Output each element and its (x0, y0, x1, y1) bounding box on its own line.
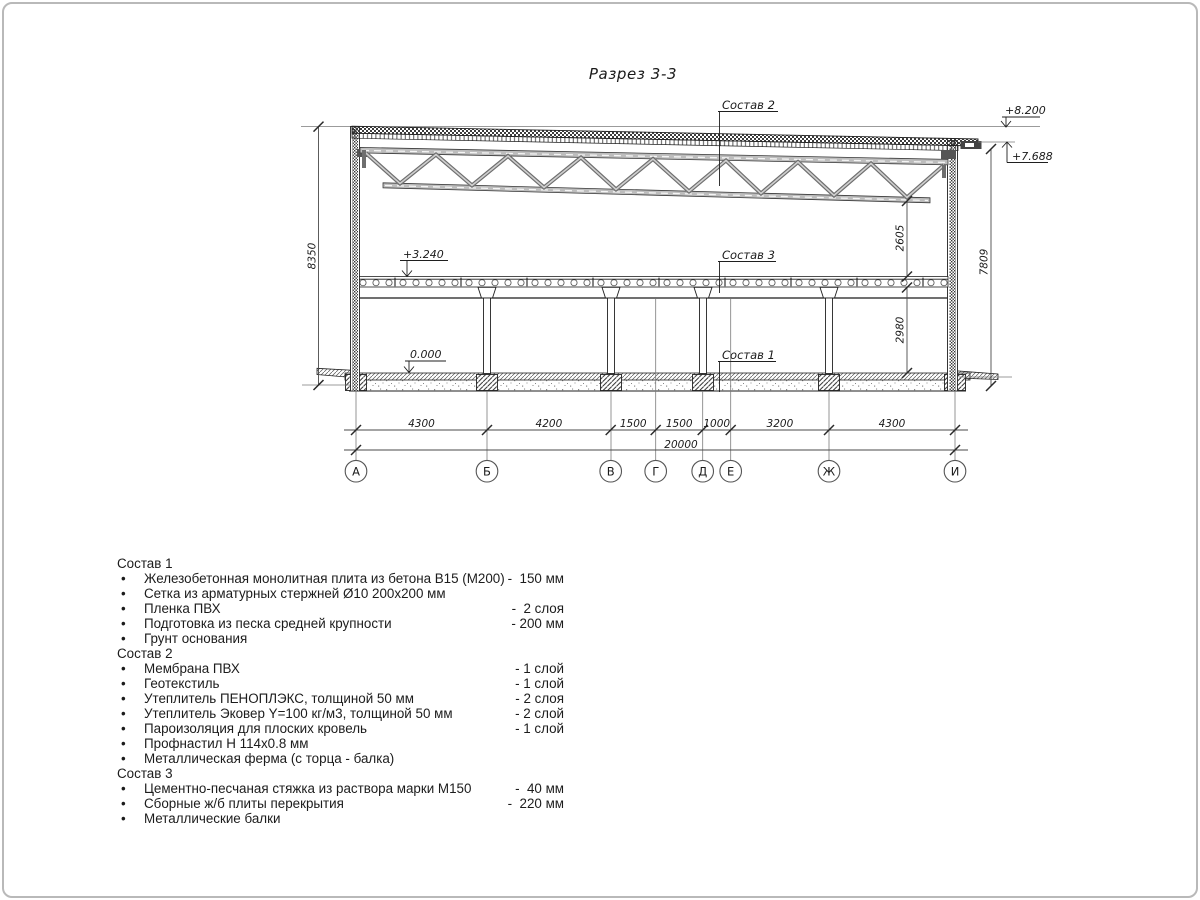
spec-item-name: Мембрана ПВХ (144, 661, 240, 676)
axis-letter-7: Ж (822, 464, 836, 479)
dim-segment-3: 1500 (619, 418, 647, 430)
bullet-icon: • (121, 586, 126, 601)
elevation-mark-ground (404, 348, 446, 373)
list-item (112, 706, 564, 721)
spec-section-3 (112, 766, 564, 826)
spec-section-2 (112, 646, 564, 766)
spec-item-value: - 1 слой (515, 661, 564, 676)
list-item (112, 676, 564, 691)
spec-item-name: Пленка ПВХ (144, 601, 221, 616)
dim-height-right (959, 144, 1012, 391)
column-capital (694, 287, 712, 298)
spec-item-name: Грунт основания (144, 631, 248, 646)
dim-7809: 7809 (978, 248, 991, 276)
list-item (112, 616, 564, 631)
dim-segment-5: 1000 (703, 418, 731, 430)
truss-bearing-right (941, 150, 956, 159)
spec-item-value: - 2 слой (515, 706, 564, 721)
axis-letter-2: Б (483, 464, 491, 479)
bullet-icon: • (121, 781, 126, 796)
column-capital (478, 287, 496, 298)
column-capital (820, 287, 838, 298)
list-item (112, 811, 564, 826)
column (700, 298, 707, 374)
spec-item-value: - 220 мм (507, 796, 564, 811)
bullet-icon: • (121, 751, 126, 766)
dim-storey-clear (895, 283, 913, 379)
roof-truss (357, 147, 956, 202)
dim-truss-clear (895, 196, 913, 282)
label-sostav-2: Состав 2 (722, 98, 775, 112)
elevation-mark-roof (1001, 104, 1046, 127)
spec-item-name: Утеплитель ПЕНОПЛЭКС, толщиной 50 мм (144, 691, 414, 706)
spec-item-name: Профнастил Н 114x0.8 мм (144, 736, 309, 751)
elevation-ground-value: 0.000 (410, 348, 442, 361)
elevation-mark-floor (400, 248, 448, 277)
column (608, 298, 615, 374)
column (826, 298, 833, 374)
bullet-icon: • (121, 706, 126, 721)
spec-item-value: - 2 слоя (515, 691, 564, 706)
bullet-icon: • (121, 601, 126, 616)
ground-slab (317, 368, 998, 391)
list-item (112, 781, 564, 796)
axis-bubbles (345, 460, 966, 482)
drawing-title: Разрез 3-3 (588, 65, 678, 83)
bullet-icon: • (121, 571, 126, 586)
bullet-icon: • (121, 796, 126, 811)
dim-2605: 2605 (894, 224, 907, 252)
spec-item-value: - 2 слоя (511, 601, 564, 616)
dim-8350: 8350 (306, 242, 319, 270)
spec-item-name: Подготовка из песка средней крупности (144, 616, 392, 631)
axis-letter-5: Д (698, 464, 708, 479)
spec-item-value: - 40 мм (515, 781, 564, 796)
spec-heading: Состав 1 (117, 556, 173, 571)
spec-item-name: Цементно-песчаная стяжка из раствора марки М150 (144, 781, 472, 796)
axis-letter-6: Е (727, 464, 735, 479)
list-item (112, 796, 564, 811)
spec-heading: Состав 3 (117, 766, 173, 781)
elevation-mark-truss (978, 142, 1053, 163)
bullet-icon: • (121, 676, 126, 691)
bullet-icon: • (121, 736, 126, 751)
spec-heading: Состав 2 (117, 646, 173, 661)
dim-segment-1: 4300 (408, 418, 435, 430)
right-wall (948, 141, 958, 392)
dim-total: 20000 (664, 438, 698, 451)
list-item (112, 601, 564, 616)
bullet-icon: • (121, 661, 126, 676)
label-sostav-3: Состав 3 (722, 248, 775, 262)
column (484, 298, 491, 374)
label-sostav-1: Состав 1 (722, 348, 775, 362)
list-item (112, 721, 564, 736)
axis-letter-8: И (950, 464, 960, 479)
axis-letter-4: Г (652, 464, 660, 479)
dim-height-left (302, 122, 350, 390)
elevation-roof-value: +8.200 (1005, 104, 1046, 117)
list-item (112, 751, 564, 766)
dim-segment-6: 3200 (766, 418, 794, 430)
spec-section-1 (112, 556, 564, 646)
list-item (112, 586, 564, 601)
elevation-truss-value: +7.688 (1012, 150, 1053, 163)
spec-item-name: Пароизоляция для плоских кровель (144, 721, 367, 736)
list-item (112, 631, 564, 646)
dim-segment-4: 1500 (665, 418, 693, 430)
left-wall (351, 127, 360, 392)
spec-item-name: Металлические балки (144, 811, 281, 826)
spec-item-name: Металлическая ферма (с торца - балка) (144, 751, 395, 766)
floor-slab (360, 277, 949, 299)
list-item (112, 736, 564, 751)
list-item (112, 571, 564, 586)
bullet-icon: • (121, 811, 126, 826)
elevation-floor-value: +3.240 (403, 248, 444, 261)
dim-2980: 2980 (894, 316, 907, 344)
columns (478, 287, 838, 373)
bullet-icon: • (121, 631, 126, 646)
list-item (112, 661, 564, 676)
dim-segment-7: 4300 (878, 418, 906, 430)
spec-item-value: - 1 слой (515, 721, 564, 736)
axis-letter-3: В (606, 464, 615, 479)
composition-specs (112, 556, 564, 826)
spec-item-value: - 1 слой (515, 676, 564, 691)
dim-segment-2: 4200 (535, 418, 563, 430)
spec-item-name: Утеплитель Эковер Y=100 кг/м3, толщиной 50 мм (144, 706, 453, 721)
spec-item-name: Сборные ж/б плиты перекрытия (144, 796, 344, 811)
spec-item-name: Железобетонная монолитная плита из бетона В15 (М200) (144, 571, 505, 586)
list-item (112, 691, 564, 706)
spec-item-name: Сетка из арматурных стержней Ø10 200x200 мм (144, 586, 446, 601)
spec-item-name: Геотекстиль (144, 676, 220, 691)
bullet-icon: • (121, 721, 126, 736)
axis-letter-1: А (352, 464, 360, 479)
spec-item-value: - 150 мм (507, 571, 564, 586)
column-capital (602, 287, 620, 298)
spec-item-value: - 200 мм (511, 616, 564, 631)
roof-assembly (352, 126, 982, 150)
bullet-icon: • (121, 616, 126, 631)
bullet-icon: • (121, 691, 126, 706)
